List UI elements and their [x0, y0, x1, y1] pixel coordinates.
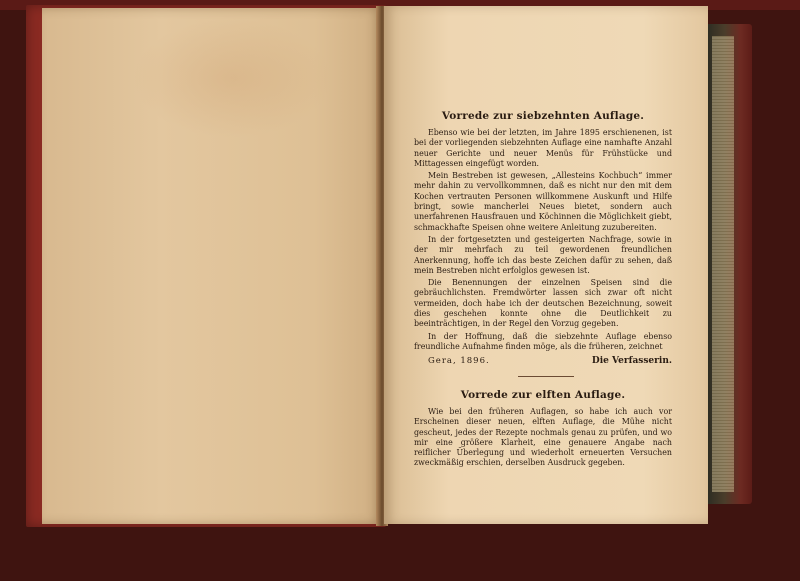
preface-17-paragraph: In der fortgesetzten und gesteigerten Nachfrage, sowie in der mir mehrfach zu teil gewordenen freundlichen Anerkennung, hoffe ich das beste Zeichen dafür zu sehen, daß mein Bestreben nicht erfolglos gewesen ist.	[414, 234, 672, 275]
left-page-blank	[42, 8, 382, 524]
preface-17-paragraph: In der Hoffnung, daß die siebzehnte Auflage ebenso freundliche Aufnahme finden möge, als die früheren, zeichnet	[414, 331, 672, 351]
author-signature: Die Verfasserin.	[591, 356, 672, 367]
place-date: Gera, 1896.	[428, 356, 490, 367]
signature-line	[414, 356, 672, 366]
section-divider	[518, 376, 574, 377]
preface-seventeenth-edition	[414, 110, 672, 366]
preface-17-title: Vorrede zur siebzehnten Auflage.	[441, 110, 645, 122]
preface-eleventh-edition	[414, 389, 672, 471]
right-page	[384, 6, 708, 524]
preface-17-paragraph: Mein Bestreben ist gewesen, „Allesteins Kochbuch“ immer mehr dahin zu vervollkommnen, daß es nicht nur den mit dem Kochen vertrauten Personen willkommene Auskunft und Hilfe bringt, sowie mancherlei Neues bietet, sondern auch unerfahrenen Hausfrauen und Köchinnen die Möglichkeit giebt, schmackhafte Speisen ohne weitere Anleitung zuzubereiten.	[414, 171, 672, 232]
page-stain	[132, 18, 332, 138]
preface-17-paragraph: Die Benennungen der einzelnen Speisen sind die gebräuchlichsten. Fremdwörter lassen sich zwar oft nicht vermeiden, doch habe ich der deutschen Bezeichnung, soweit dies geschehen konnte ohne die Deutlichkeit zu beeinträchtigen, in der Regel den Vorzug gegeben.	[414, 278, 672, 329]
page-edges	[712, 36, 734, 492]
preface-11-title: Vorrede zur elften Auflage.	[460, 389, 626, 401]
preface-11-paragraph: Wie bei den früheren Auflagen, so habe ich auch vor Erscheinen dieser neuen, elften Auflage, die Mühe nicht gescheut, jedes der Rezepte nochmals genau zu prüfen, und wo mir eine größere Klarheit, eine genauere Angabe nach reiflicher Überlegung und wiederholt erneuerten Versuchen zweckmäßig erschien, derselben Ausdruck gegeben.	[414, 407, 672, 468]
preface-17-paragraph: Ebenso wie bei der letzten, im Jahre 1895 erschienenen, ist bei der vorliegenden siebzehnten Auflage eine namhafte Anzahl neuer Gerichte und neuer Menüs für Frühstücke und Mittagessen eingefügt worden.	[414, 128, 672, 168]
